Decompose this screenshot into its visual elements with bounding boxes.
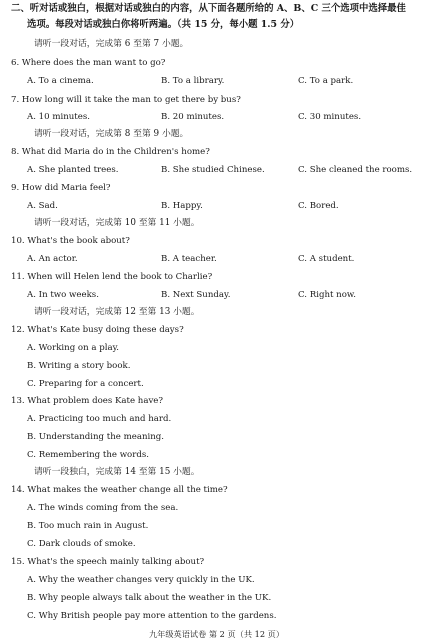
question-14-option-a: A. The winds coming from the sea. (27, 503, 179, 513)
question-15-stem: 15. What's the speech mainly talking about? (11, 557, 205, 567)
instruction-12-13: 请听一段对话，完成第 12 至第 13 小题。 (34, 307, 200, 317)
question-13-option-c: C. Remembering the words. (27, 450, 149, 460)
instruction-6-7: 请听一段对话，完成第 6 至第 7 小题。 (34, 39, 189, 49)
question-8-option-c: C. She cleaned the rooms. (298, 165, 413, 175)
question-12-stem: 12. What's Kate busy doing these days? (11, 325, 184, 335)
question-13-stem: 13. What problem does Kate have? (11, 396, 163, 406)
question-12-option-a: A. Working on a play. (27, 343, 120, 353)
section-title-line2: 选项。每段对话或独白你将听两遍。（共 15 分，每小题 1.5 分） (27, 19, 300, 30)
question-14-stem: 14. What makes the weather change all the time? (11, 485, 228, 495)
question-6-option-a: A. To a cinema. (27, 76, 94, 86)
section-title-line1: 二、听对话或独白，根据对话或独白的内容，从下面各题所给的 A、B、C 三个选项中选择最佳 (11, 3, 406, 14)
question-11-stem: 11. When will Helen lend the book to Charlie? (11, 272, 213, 282)
instruction-10-11: 请听一段对话，完成第 10 至第 11 小题。 (34, 218, 200, 228)
question-15-option-b: B. Why people always talk about the weather in the UK. (27, 593, 272, 603)
question-10-stem: 10. What's the book about? (11, 236, 130, 246)
question-9-stem: 9. How did Maria feel? (11, 183, 111, 193)
question-8-option-b: B. She studied Chinese. (161, 165, 265, 175)
instruction-14-15: 请听一段独白，完成第 14 至第 15 小题。 (34, 467, 200, 477)
question-14-option-c: C. Dark clouds of smoke. (27, 539, 136, 549)
question-9-option-c: C. Bored. (298, 201, 339, 211)
question-7-option-a: A. 10 minutes. (27, 112, 90, 122)
question-11-option-a: A. In two weeks. (27, 290, 99, 300)
question-9-option-a: A. Sad. (27, 201, 58, 211)
question-13-option-a: A. Practicing too much and hard. (27, 414, 172, 424)
question-8-option-a: A. She planted trees. (27, 165, 119, 175)
instruction-8-9: 请听一段对话，完成第 8 至第 9 小题。 (34, 129, 189, 139)
question-7-option-c: C. 30 minutes. (298, 112, 362, 122)
question-6-option-b: B. To a library. (161, 76, 225, 86)
question-15-option-a: A. Why the weather changes very quickly in the UK. (27, 575, 255, 585)
question-12-option-b: B. Writing a story book. (27, 361, 131, 371)
question-11-option-c: C. Right now. (298, 290, 356, 300)
question-14-option-b: B. Too much rain in August. (27, 521, 149, 531)
question-8-stem: 8. What did Maria do in the Children's home? (11, 147, 210, 157)
question-7-stem: 7. How long will it take the man to get there by bus? (11, 95, 241, 105)
question-13-option-b: B. Understanding the meaning. (27, 432, 165, 442)
question-7-option-b: B. 20 minutes. (161, 112, 225, 122)
question-10-option-c: C. A student. (298, 254, 355, 264)
question-9-option-b: B. Happy. (161, 201, 203, 211)
question-10-option-a: A. An actor. (27, 254, 78, 264)
question-15-option-c: C. Why British people pay more attention to the gardens. (27, 611, 277, 621)
question-6-stem: 6. Where does the man want to go? (11, 58, 166, 68)
question-11-option-b: B. Next Sunday. (161, 290, 231, 300)
question-10-option-b: B. A teacher. (161, 254, 217, 264)
question-6-option-c: C. To a park. (298, 76, 354, 86)
question-12-option-c: C. Preparing for a concert. (27, 379, 144, 389)
page-footer: 九年级英语试卷 第 2 页（共 12 页） (148, 629, 285, 639)
